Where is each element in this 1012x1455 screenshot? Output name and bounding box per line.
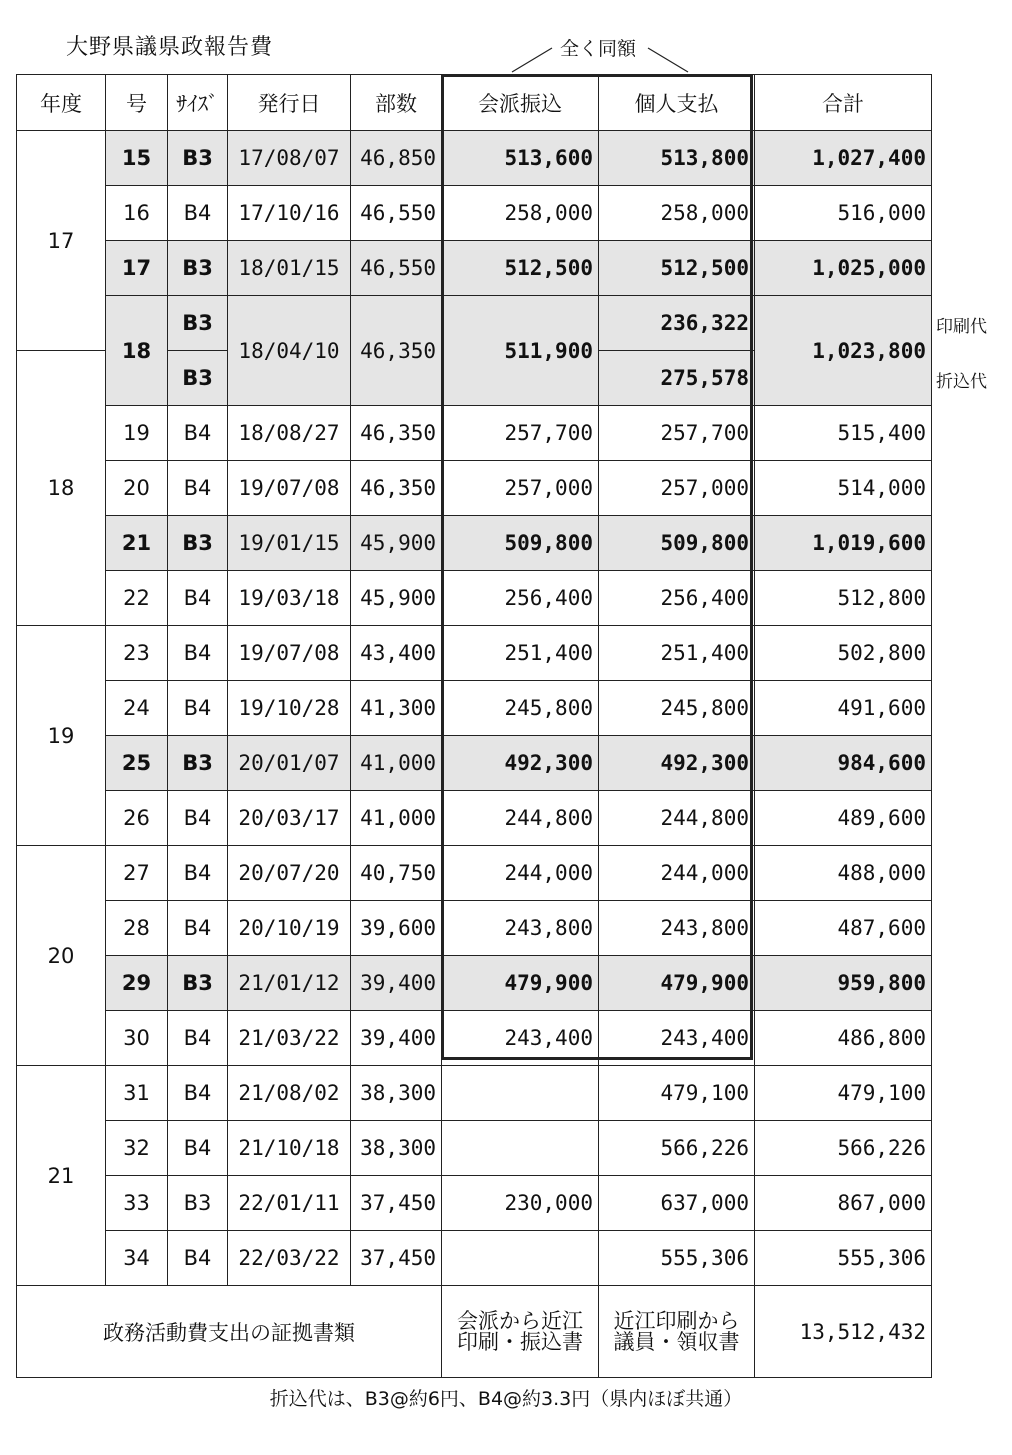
- issue-date: 18/01/15: [228, 241, 351, 296]
- issue-number: 25: [106, 736, 168, 791]
- copies: 45,900: [351, 516, 442, 571]
- header-number: 号: [106, 75, 168, 131]
- side-note-insert: 折込代: [936, 372, 987, 392]
- table-row: [17, 1231, 932, 1286]
- copies: 41,000: [351, 736, 442, 791]
- fiscal-year: 18: [17, 351, 106, 626]
- personal-payment: 244,000: [599, 846, 755, 901]
- personal-payment: 257,700: [599, 406, 755, 461]
- kaiha-transfer: 512,500: [442, 241, 599, 296]
- row-total: 959,800: [755, 956, 932, 1011]
- issue-number: 33: [106, 1176, 168, 1231]
- paper-size: B4: [168, 461, 228, 516]
- copies: 38,300: [351, 1121, 442, 1176]
- issue-date: 20/07/20: [228, 846, 351, 901]
- paper-size: B3: [168, 296, 228, 351]
- row-total: 867,000: [755, 1176, 932, 1231]
- row-total: 515,400: [755, 406, 932, 461]
- personal-payment: 566,226: [599, 1121, 755, 1176]
- issue-date: 20/10/19: [228, 901, 351, 956]
- issue-number: 31: [106, 1066, 168, 1121]
- issue-number: 22: [106, 571, 168, 626]
- copies: 46,550: [351, 186, 442, 241]
- issue-number: 17: [106, 241, 168, 296]
- paper-size: B3: [168, 131, 228, 186]
- issue-date: 18/08/27: [228, 406, 351, 461]
- kaiha-transfer: 245,800: [442, 681, 599, 736]
- table-row: [17, 241, 932, 296]
- fiscal-year: 21: [17, 1066, 106, 1286]
- paper-size: B3: [168, 736, 228, 791]
- issue-number: 18: [106, 296, 168, 406]
- copies: 46,350: [351, 461, 442, 516]
- footer-kojin-note: 近江印刷から議員・領収書: [599, 1286, 755, 1378]
- header-total: 合計: [755, 75, 932, 131]
- issue-number: 28: [106, 901, 168, 956]
- paper-size: B4: [168, 1011, 228, 1066]
- row-total: 486,800: [755, 1011, 932, 1066]
- row-total: 984,600: [755, 736, 932, 791]
- header-row: [17, 75, 932, 131]
- paper-size: B4: [168, 901, 228, 956]
- paper-size: B4: [168, 681, 228, 736]
- copies: 45,900: [351, 571, 442, 626]
- issue-date: 22/03/22: [228, 1231, 351, 1286]
- personal-payment: 509,800: [599, 516, 755, 571]
- row-total: 1,025,000: [755, 241, 932, 296]
- paper-size: B3: [168, 1176, 228, 1231]
- paper-size: B4: [168, 626, 228, 681]
- copies: 46,350: [351, 296, 442, 406]
- bottom-note: 折込代は、B3@約6円、B4@約3.3円（県内ほぼ共通）: [269, 1388, 743, 1410]
- copies: 46,550: [351, 241, 442, 296]
- table-row: [17, 626, 932, 681]
- issue-date: 20/03/17: [228, 791, 351, 846]
- table-row: [17, 681, 932, 736]
- header-copies: 部数: [351, 75, 442, 131]
- issue-number: 30: [106, 1011, 168, 1066]
- issue-date: 21/08/02: [228, 1066, 351, 1121]
- copies: 38,300: [351, 1066, 442, 1121]
- kaiha-transfer: 509,800: [442, 516, 599, 571]
- copies: 37,450: [351, 1176, 442, 1231]
- table-row: [17, 406, 932, 461]
- row-total: 516,000: [755, 186, 932, 241]
- header-year: 年度: [17, 75, 106, 131]
- issue-number: 29: [106, 956, 168, 1011]
- issue-date: 21/10/18: [228, 1121, 351, 1176]
- kaiha-transfer: 251,400: [442, 626, 599, 681]
- personal-payment: 479,900: [599, 956, 755, 1011]
- copies: 39,600: [351, 901, 442, 956]
- row-total: 502,800: [755, 626, 932, 681]
- table-row: [17, 1176, 932, 1231]
- personal-payment: 251,400: [599, 626, 755, 681]
- issue-date: 19/07/08: [228, 626, 351, 681]
- header-kaiha-transfer: 会派振込: [442, 75, 599, 131]
- personal-payment: 256,400: [599, 571, 755, 626]
- paper-size: B4: [168, 1231, 228, 1286]
- issue-number: 32: [106, 1121, 168, 1176]
- row-total: 491,600: [755, 681, 932, 736]
- paper-size: B4: [168, 846, 228, 901]
- issue-number: 20: [106, 461, 168, 516]
- issue-date: 20/01/07: [228, 736, 351, 791]
- copies: 39,400: [351, 1011, 442, 1066]
- table-row: [17, 461, 932, 516]
- row-total: 489,600: [755, 791, 932, 846]
- row-total: 1,023,800: [755, 296, 932, 406]
- table-row: [17, 846, 932, 901]
- footer-kaiha-note: 会派から近江印刷・振込書: [442, 1286, 599, 1378]
- issue-number: 26: [106, 791, 168, 846]
- personal-payment: 512,500: [599, 241, 755, 296]
- copies: 41,300: [351, 681, 442, 736]
- personal-payment: 637,000: [599, 1176, 755, 1231]
- issue-date: 19/03/18: [228, 571, 351, 626]
- side-note-printing: 印刷代: [936, 317, 987, 337]
- kaiha-transfer: 511,900: [442, 296, 599, 406]
- issue-date: 22/01/11: [228, 1176, 351, 1231]
- row-total: 1,019,600: [755, 516, 932, 571]
- issue-date: 21/03/22: [228, 1011, 351, 1066]
- row-total: 555,306: [755, 1231, 932, 1286]
- paper-size: B4: [168, 1121, 228, 1176]
- kaiha-transfer: 479,900: [442, 956, 599, 1011]
- fiscal-year: 17: [17, 131, 106, 351]
- header-personal-payment: 個人支払: [599, 75, 755, 131]
- table-row: [17, 901, 932, 956]
- kaiha-transfer: 513,600: [442, 131, 599, 186]
- personal-payment: 243,400: [599, 1011, 755, 1066]
- issue-number: 23: [106, 626, 168, 681]
- kaiha-transfer: [442, 1231, 599, 1286]
- kaiha-transfer: 243,400: [442, 1011, 599, 1066]
- document-title: 大野県議県政報告費: [66, 35, 274, 60]
- table-row: [17, 791, 932, 846]
- issue-number: 34: [106, 1231, 168, 1286]
- personal-payment: 245,800: [599, 681, 755, 736]
- kaiha-transfer: 257,000: [442, 461, 599, 516]
- table-row: [17, 571, 932, 626]
- report-expense-table: [16, 74, 932, 1378]
- issue-date: 17/10/16: [228, 186, 351, 241]
- copies: 37,450: [351, 1231, 442, 1286]
- paper-size: B3: [168, 241, 228, 296]
- kaiha-transfer: 243,800: [442, 901, 599, 956]
- personal-payment: 275,578: [599, 351, 755, 406]
- footer-row: [17, 1286, 932, 1378]
- personal-payment: 257,000: [599, 461, 755, 516]
- copies: 46,850: [351, 131, 442, 186]
- table-row: [17, 1011, 932, 1066]
- table-row: [17, 1121, 932, 1176]
- personal-payment: 243,800: [599, 901, 755, 956]
- issue-number: 24: [106, 681, 168, 736]
- header-issue-date: 発行日: [228, 75, 351, 131]
- issue-number: 21: [106, 516, 168, 571]
- kaiha-transfer: 256,400: [442, 571, 599, 626]
- copies: 43,400: [351, 626, 442, 681]
- row-total: 488,000: [755, 846, 932, 901]
- issue-number: 16: [106, 186, 168, 241]
- same-amount-label: 全く同額: [556, 34, 640, 61]
- kaiha-transfer: 230,000: [442, 1176, 599, 1231]
- footer-label: 政務活動費支出の証拠書類: [17, 1286, 442, 1378]
- kaiha-transfer: [442, 1066, 599, 1121]
- paper-size: B3: [168, 351, 228, 406]
- paper-size: B4: [168, 1066, 228, 1121]
- table-row: [17, 131, 932, 186]
- personal-payment: 244,800: [599, 791, 755, 846]
- issue-number: 27: [106, 846, 168, 901]
- personal-payment: 236,322: [599, 296, 755, 351]
- copies: 41,000: [351, 791, 442, 846]
- table-row: [17, 956, 932, 1011]
- table-row: [17, 736, 932, 791]
- issue-number: 19: [106, 406, 168, 461]
- header-size: ｻｲｽﾞ: [168, 75, 228, 131]
- paper-size: B3: [168, 956, 228, 1011]
- kaiha-transfer: 257,700: [442, 406, 599, 461]
- personal-payment: 258,000: [599, 186, 755, 241]
- grand-total: 13,512,432: [755, 1286, 932, 1378]
- table-row: [17, 296, 932, 351]
- issue-date: 19/10/28: [228, 681, 351, 736]
- row-total: 512,800: [755, 571, 932, 626]
- copies: 40,750: [351, 846, 442, 901]
- paper-size: B4: [168, 186, 228, 241]
- row-total: 1,027,400: [755, 131, 932, 186]
- issue-date: 19/07/08: [228, 461, 351, 516]
- kaiha-transfer: 258,000: [442, 186, 599, 241]
- fiscal-year: 19: [17, 626, 106, 846]
- fiscal-year: 20: [17, 846, 106, 1066]
- paper-size: B4: [168, 791, 228, 846]
- table-row: [17, 186, 932, 241]
- personal-payment: 479,100: [599, 1066, 755, 1121]
- table-row: [17, 1066, 932, 1121]
- kaiha-transfer: 244,800: [442, 791, 599, 846]
- paper-size: B4: [168, 571, 228, 626]
- personal-payment: 492,300: [599, 736, 755, 791]
- issue-date: 17/08/07: [228, 131, 351, 186]
- issue-date: 18/04/10: [228, 296, 351, 406]
- kaiha-transfer: 244,000: [442, 846, 599, 901]
- row-total: 479,100: [755, 1066, 932, 1121]
- personal-payment: 513,800: [599, 131, 755, 186]
- paper-size: B3: [168, 516, 228, 571]
- row-total: 566,226: [755, 1121, 932, 1176]
- issue-date: 19/01/15: [228, 516, 351, 571]
- personal-payment: 555,306: [599, 1231, 755, 1286]
- copies: 46,350: [351, 406, 442, 461]
- table-row: [17, 516, 932, 571]
- kaiha-transfer: [442, 1121, 599, 1176]
- paper-size: B4: [168, 406, 228, 461]
- issue-date: 21/01/12: [228, 956, 351, 1011]
- issue-number: 15: [106, 131, 168, 186]
- row-total: 487,600: [755, 901, 932, 956]
- copies: 39,400: [351, 956, 442, 1011]
- kaiha-transfer: 492,300: [442, 736, 599, 791]
- row-total: 514,000: [755, 461, 932, 516]
